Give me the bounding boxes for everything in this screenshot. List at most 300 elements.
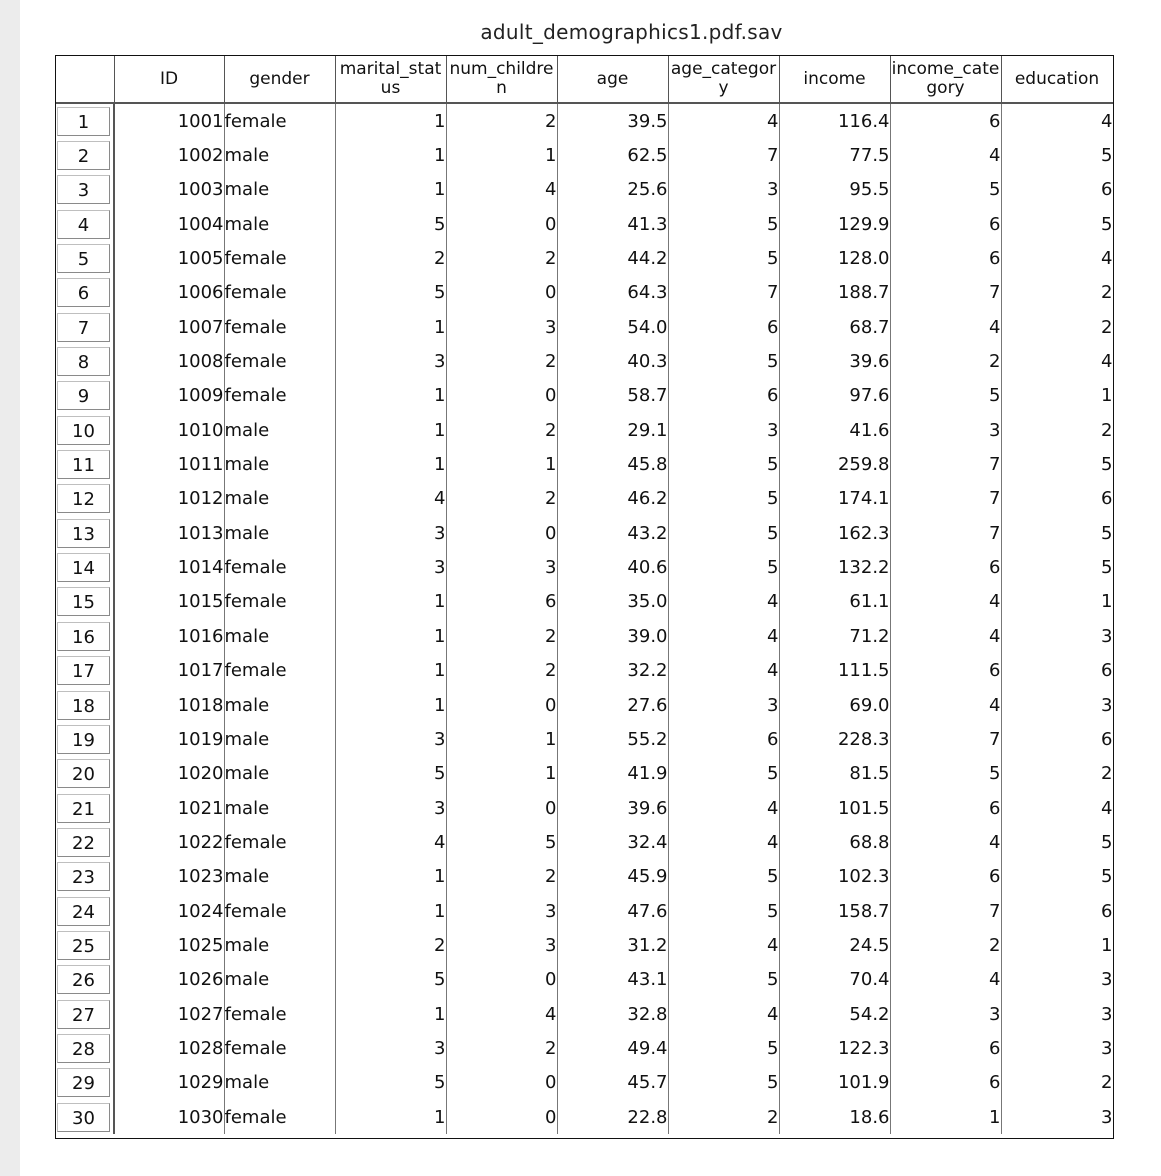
cell-income[interactable]: 188.7 (779, 276, 890, 310)
cell-age[interactable]: 47.6 (557, 894, 668, 928)
cell-num-children[interactable]: 0 (446, 516, 557, 550)
row-number-header[interactable] (56, 207, 114, 241)
row-number-header[interactable] (56, 722, 114, 756)
cell-gender[interactable]: female (224, 894, 335, 928)
cell-age-category[interactable]: 5 (668, 1066, 779, 1100)
cell-age[interactable]: 45.7 (557, 1066, 668, 1100)
cell-age[interactable]: 32.2 (557, 654, 668, 688)
cell-education[interactable]: 5 (1001, 860, 1113, 894)
row-number-header[interactable] (56, 482, 114, 516)
cell-education[interactable]: 3 (1001, 997, 1113, 1031)
cell-marital-status[interactable]: 2 (335, 241, 446, 275)
cell-gender[interactable]: male (224, 722, 335, 756)
cell-num-children[interactable]: 1 (446, 447, 557, 481)
cell-income-category[interactable]: 6 (890, 550, 1001, 584)
cell-age-category[interactable]: 6 (668, 379, 779, 413)
cell-income-category[interactable]: 7 (890, 482, 1001, 516)
row-number-header[interactable] (56, 894, 114, 928)
row-number-header[interactable] (56, 757, 114, 791)
row-number-header[interactable] (56, 825, 114, 859)
row-number-header[interactable] (56, 688, 114, 722)
cell-income-category[interactable]: 6 (890, 207, 1001, 241)
cell-income-category[interactable]: 7 (890, 722, 1001, 756)
cell-num-children[interactable]: 5 (446, 825, 557, 859)
cell-num-children[interactable]: 6 (446, 585, 557, 619)
cell-age-category[interactable]: 4 (668, 928, 779, 962)
cell-income[interactable]: 122.3 (779, 1031, 890, 1065)
cell-ID[interactable]: 1009 (114, 379, 224, 413)
cell-marital-status[interactable]: 3 (335, 516, 446, 550)
cell-age[interactable]: 29.1 (557, 413, 668, 447)
column-header-gender[interactable]: gender (224, 56, 335, 103)
cell-income-category[interactable]: 4 (890, 585, 1001, 619)
cell-marital-status[interactable]: 1 (335, 138, 446, 172)
cell-age[interactable]: 43.1 (557, 963, 668, 997)
cell-gender[interactable]: female (224, 344, 335, 378)
cell-income[interactable]: 228.3 (779, 722, 890, 756)
cell-income[interactable]: 68.7 (779, 310, 890, 344)
row-number-header[interactable] (56, 516, 114, 550)
cell-marital-status[interactable]: 2 (335, 928, 446, 962)
cell-gender[interactable]: male (224, 516, 335, 550)
cell-education[interactable]: 4 (1001, 103, 1113, 138)
cell-age-category[interactable]: 4 (668, 654, 779, 688)
cell-num-children[interactable]: 0 (446, 1100, 557, 1134)
cell-income-category[interactable]: 4 (890, 825, 1001, 859)
cell-num-children[interactable]: 2 (446, 344, 557, 378)
cell-education[interactable]: 5 (1001, 138, 1113, 172)
cell-age-category[interactable]: 5 (668, 860, 779, 894)
cell-age[interactable]: 32.8 (557, 997, 668, 1031)
cell-age-category[interactable]: 4 (668, 619, 779, 653)
cell-education[interactable]: 5 (1001, 516, 1113, 550)
cell-ID[interactable]: 1030 (114, 1100, 224, 1134)
cell-education[interactable]: 1 (1001, 585, 1113, 619)
column-header-ID[interactable]: ID (114, 56, 224, 103)
cell-gender[interactable]: female (224, 241, 335, 275)
cell-age[interactable]: 49.4 (557, 1031, 668, 1065)
cell-marital-status[interactable]: 4 (335, 482, 446, 516)
cell-age[interactable]: 39.5 (557, 103, 668, 138)
row-number-header[interactable] (56, 791, 114, 825)
cell-num-children[interactable]: 3 (446, 310, 557, 344)
cell-ID[interactable]: 1021 (114, 791, 224, 825)
cell-age-category[interactable]: 3 (668, 413, 779, 447)
cell-ID[interactable]: 1015 (114, 585, 224, 619)
cell-age-category[interactable]: 4 (668, 585, 779, 619)
cell-num-children[interactable]: 4 (446, 173, 557, 207)
cell-ID[interactable]: 1003 (114, 173, 224, 207)
cell-income[interactable]: 101.9 (779, 1066, 890, 1100)
cell-marital-status[interactable]: 1 (335, 894, 446, 928)
column-header-income[interactable]: income (779, 56, 890, 103)
column-header-education[interactable]: education (1001, 56, 1113, 103)
cell-education[interactable]: 3 (1001, 963, 1113, 997)
cell-age[interactable]: 39.6 (557, 791, 668, 825)
cell-gender[interactable]: male (224, 928, 335, 962)
cell-gender[interactable]: male (224, 482, 335, 516)
cell-ID[interactable]: 1013 (114, 516, 224, 550)
cell-ID[interactable]: 1006 (114, 276, 224, 310)
cell-education[interactable]: 4 (1001, 241, 1113, 275)
cell-gender[interactable]: male (224, 207, 335, 241)
cell-ID[interactable]: 1022 (114, 825, 224, 859)
cell-income[interactable]: 68.8 (779, 825, 890, 859)
cell-age-category[interactable]: 5 (668, 757, 779, 791)
cell-income-category[interactable]: 7 (890, 447, 1001, 481)
cell-num-children[interactable]: 2 (446, 619, 557, 653)
cell-gender[interactable]: male (224, 860, 335, 894)
cell-income-category[interactable]: 5 (890, 379, 1001, 413)
cell-age-category[interactable]: 4 (668, 825, 779, 859)
cell-income[interactable]: 111.5 (779, 654, 890, 688)
cell-num-children[interactable]: 0 (446, 379, 557, 413)
cell-marital-status[interactable]: 1 (335, 860, 446, 894)
cell-marital-status[interactable]: 1 (335, 413, 446, 447)
row-number-header[interactable] (56, 1066, 114, 1100)
cell-age-category[interactable]: 5 (668, 241, 779, 275)
row-number-header[interactable] (56, 241, 114, 275)
cell-marital-status[interactable]: 1 (335, 173, 446, 207)
cell-age-category[interactable]: 7 (668, 138, 779, 172)
cell-marital-status[interactable]: 1 (335, 619, 446, 653)
cell-marital-status[interactable]: 3 (335, 722, 446, 756)
cell-education[interactable]: 2 (1001, 1066, 1113, 1100)
cell-education[interactable]: 3 (1001, 1031, 1113, 1065)
cell-income[interactable]: 24.5 (779, 928, 890, 962)
cell-num-children[interactable]: 2 (446, 103, 557, 138)
cell-num-children[interactable]: 4 (446, 997, 557, 1031)
cell-ID[interactable]: 1004 (114, 207, 224, 241)
cell-ID[interactable]: 1023 (114, 860, 224, 894)
cell-marital-status[interactable]: 1 (335, 379, 446, 413)
cell-age[interactable]: 62.5 (557, 138, 668, 172)
cell-education[interactable]: 5 (1001, 447, 1113, 481)
cell-income[interactable]: 81.5 (779, 757, 890, 791)
cell-gender[interactable]: male (224, 963, 335, 997)
cell-age-category[interactable]: 5 (668, 550, 779, 584)
cell-age-category[interactable]: 6 (668, 310, 779, 344)
corner-cell[interactable] (56, 56, 114, 103)
cell-age-category[interactable]: 7 (668, 276, 779, 310)
row-number-header[interactable] (56, 1031, 114, 1065)
cell-age-category[interactable]: 5 (668, 1031, 779, 1065)
cell-marital-status[interactable]: 3 (335, 791, 446, 825)
cell-age[interactable]: 55.2 (557, 722, 668, 756)
cell-income-category[interactable]: 6 (890, 1031, 1001, 1065)
cell-ID[interactable]: 1001 (114, 103, 224, 138)
cell-age[interactable]: 32.4 (557, 825, 668, 859)
cell-gender[interactable]: male (224, 688, 335, 722)
cell-age-category[interactable]: 4 (668, 103, 779, 138)
cell-education[interactable]: 3 (1001, 1100, 1113, 1134)
cell-num-children[interactable]: 3 (446, 894, 557, 928)
cell-age[interactable]: 58.7 (557, 379, 668, 413)
cell-gender[interactable]: female (224, 310, 335, 344)
cell-ID[interactable]: 1002 (114, 138, 224, 172)
row-number-header[interactable] (56, 963, 114, 997)
cell-ID[interactable]: 1027 (114, 997, 224, 1031)
cell-income-category[interactable]: 1 (890, 1100, 1001, 1134)
row-number-header[interactable] (56, 928, 114, 962)
cell-gender[interactable]: male (224, 413, 335, 447)
cell-income[interactable]: 97.6 (779, 379, 890, 413)
cell-income[interactable]: 70.4 (779, 963, 890, 997)
cell-age[interactable]: 31.2 (557, 928, 668, 962)
cell-age[interactable]: 25.6 (557, 173, 668, 207)
cell-marital-status[interactable]: 1 (335, 1100, 446, 1134)
cell-num-children[interactable]: 0 (446, 276, 557, 310)
cell-gender[interactable]: female (224, 550, 335, 584)
cell-age-category[interactable]: 3 (668, 688, 779, 722)
cell-income-category[interactable]: 6 (890, 791, 1001, 825)
cell-income-category[interactable]: 7 (890, 894, 1001, 928)
cell-ID[interactable]: 1012 (114, 482, 224, 516)
cell-marital-status[interactable]: 1 (335, 447, 446, 481)
cell-education[interactable]: 2 (1001, 310, 1113, 344)
cell-income-category[interactable]: 7 (890, 516, 1001, 550)
cell-ID[interactable]: 1014 (114, 550, 224, 584)
cell-income[interactable]: 158.7 (779, 894, 890, 928)
cell-marital-status[interactable]: 5 (335, 276, 446, 310)
column-header-income-category[interactable]: income_cate gory (890, 56, 1001, 103)
cell-ID[interactable]: 1016 (114, 619, 224, 653)
cell-num-children[interactable]: 2 (446, 654, 557, 688)
cell-age[interactable]: 35.0 (557, 585, 668, 619)
column-header-age[interactable]: age (557, 56, 668, 103)
row-number-header[interactable] (56, 138, 114, 172)
cell-education[interactable]: 6 (1001, 482, 1113, 516)
cell-num-children[interactable]: 3 (446, 928, 557, 962)
cell-num-children[interactable]: 2 (446, 413, 557, 447)
cell-age[interactable]: 41.9 (557, 757, 668, 791)
cell-gender[interactable]: female (224, 1031, 335, 1065)
cell-age-category[interactable]: 3 (668, 173, 779, 207)
cell-marital-status[interactable]: 3 (335, 1031, 446, 1065)
cell-income-category[interactable]: 5 (890, 757, 1001, 791)
cell-ID[interactable]: 1007 (114, 310, 224, 344)
cell-income[interactable]: 132.2 (779, 550, 890, 584)
cell-income-category[interactable]: 6 (890, 103, 1001, 138)
cell-ID[interactable]: 1010 (114, 413, 224, 447)
cell-education[interactable]: 5 (1001, 825, 1113, 859)
row-number-header[interactable] (56, 997, 114, 1031)
row-number-header[interactable] (56, 276, 114, 310)
cell-ID[interactable]: 1011 (114, 447, 224, 481)
cell-gender[interactable]: male (224, 791, 335, 825)
cell-marital-status[interactable]: 1 (335, 997, 446, 1031)
cell-age-category[interactable]: 6 (668, 722, 779, 756)
cell-num-children[interactable]: 0 (446, 791, 557, 825)
cell-ID[interactable]: 1017 (114, 654, 224, 688)
cell-ID[interactable]: 1008 (114, 344, 224, 378)
cell-income[interactable]: 95.5 (779, 173, 890, 207)
cell-education[interactable]: 3 (1001, 688, 1113, 722)
cell-ID[interactable]: 1026 (114, 963, 224, 997)
cell-ID[interactable]: 1024 (114, 894, 224, 928)
cell-income[interactable]: 41.6 (779, 413, 890, 447)
cell-age[interactable]: 40.3 (557, 344, 668, 378)
cell-education[interactable]: 2 (1001, 413, 1113, 447)
cell-income-category[interactable]: 4 (890, 688, 1001, 722)
cell-income[interactable]: 102.3 (779, 860, 890, 894)
cell-income-category[interactable]: 2 (890, 928, 1001, 962)
row-number-header[interactable] (56, 860, 114, 894)
cell-gender[interactable]: female (224, 276, 335, 310)
cell-gender[interactable]: female (224, 825, 335, 859)
cell-ID[interactable]: 1020 (114, 757, 224, 791)
cell-income-category[interactable]: 2 (890, 344, 1001, 378)
cell-marital-status[interactable]: 5 (335, 963, 446, 997)
cell-gender[interactable]: female (224, 1100, 335, 1134)
row-number-header[interactable] (56, 103, 114, 138)
cell-age[interactable]: 27.6 (557, 688, 668, 722)
cell-age[interactable]: 44.2 (557, 241, 668, 275)
cell-age[interactable]: 54.0 (557, 310, 668, 344)
cell-marital-status[interactable]: 3 (335, 344, 446, 378)
cell-income[interactable]: 259.8 (779, 447, 890, 481)
cell-income-category[interactable]: 4 (890, 619, 1001, 653)
cell-education[interactable]: 4 (1001, 344, 1113, 378)
cell-num-children[interactable]: 0 (446, 207, 557, 241)
cell-education[interactable]: 2 (1001, 276, 1113, 310)
cell-income-category[interactable]: 3 (890, 413, 1001, 447)
cell-marital-status[interactable]: 5 (335, 207, 446, 241)
cell-education[interactable]: 2 (1001, 757, 1113, 791)
cell-ID[interactable]: 1005 (114, 241, 224, 275)
cell-income[interactable]: 69.0 (779, 688, 890, 722)
row-number-header[interactable] (56, 619, 114, 653)
cell-age[interactable]: 43.2 (557, 516, 668, 550)
cell-num-children[interactable]: 0 (446, 963, 557, 997)
cell-income-category[interactable]: 3 (890, 997, 1001, 1031)
cell-education[interactable]: 5 (1001, 550, 1113, 584)
cell-age[interactable]: 45.9 (557, 860, 668, 894)
cell-marital-status[interactable]: 1 (335, 688, 446, 722)
cell-num-children[interactable]: 0 (446, 688, 557, 722)
cell-income[interactable]: 39.6 (779, 344, 890, 378)
cell-num-children[interactable]: 1 (446, 138, 557, 172)
cell-num-children[interactable]: 1 (446, 757, 557, 791)
cell-age-category[interactable]: 5 (668, 894, 779, 928)
cell-age[interactable]: 39.0 (557, 619, 668, 653)
cell-ID[interactable]: 1028 (114, 1031, 224, 1065)
cell-income[interactable]: 18.6 (779, 1100, 890, 1134)
cell-education[interactable]: 5 (1001, 207, 1113, 241)
cell-gender[interactable]: male (224, 1066, 335, 1100)
cell-age-category[interactable]: 5 (668, 516, 779, 550)
row-number-header[interactable] (56, 447, 114, 481)
row-number-header[interactable] (56, 344, 114, 378)
cell-gender[interactable]: male (224, 447, 335, 481)
data-grid[interactable] (55, 55, 1114, 1139)
row-number-header[interactable] (56, 310, 114, 344)
cell-ID[interactable]: 1019 (114, 722, 224, 756)
row-number-header[interactable] (56, 379, 114, 413)
cell-marital-status[interactable]: 5 (335, 757, 446, 791)
cell-gender[interactable]: female (224, 997, 335, 1031)
cell-income[interactable]: 116.4 (779, 103, 890, 138)
column-header-age-category[interactable]: age_categor y (668, 56, 779, 103)
cell-marital-status[interactable]: 1 (335, 103, 446, 138)
cell-marital-status[interactable]: 1 (335, 654, 446, 688)
cell-income-category[interactable]: 4 (890, 310, 1001, 344)
row-number-header[interactable] (56, 413, 114, 447)
cell-income-category[interactable]: 4 (890, 138, 1001, 172)
cell-age-category[interactable]: 4 (668, 997, 779, 1031)
cell-age-category[interactable]: 4 (668, 791, 779, 825)
cell-num-children[interactable]: 2 (446, 860, 557, 894)
cell-gender[interactable]: male (224, 173, 335, 207)
cell-education[interactable]: 6 (1001, 722, 1113, 756)
cell-income-category[interactable]: 6 (890, 1066, 1001, 1100)
cell-income[interactable]: 61.1 (779, 585, 890, 619)
row-number-header[interactable] (56, 654, 114, 688)
cell-income-category[interactable]: 6 (890, 860, 1001, 894)
row-number-header[interactable] (56, 1100, 114, 1134)
cell-ID[interactable]: 1018 (114, 688, 224, 722)
cell-marital-status[interactable]: 1 (335, 310, 446, 344)
cell-income[interactable]: 162.3 (779, 516, 890, 550)
cell-education[interactable]: 1 (1001, 928, 1113, 962)
cell-income[interactable]: 77.5 (779, 138, 890, 172)
cell-gender[interactable]: male (224, 138, 335, 172)
cell-income-category[interactable]: 4 (890, 963, 1001, 997)
cell-education[interactable]: 6 (1001, 894, 1113, 928)
cell-age-category[interactable]: 5 (668, 482, 779, 516)
column-header-num-children[interactable]: num_childre n (446, 56, 557, 103)
cell-income[interactable]: 101.5 (779, 791, 890, 825)
cell-age-category[interactable]: 5 (668, 344, 779, 378)
cell-num-children[interactable]: 1 (446, 722, 557, 756)
cell-gender[interactable]: female (224, 379, 335, 413)
cell-education[interactable]: 1 (1001, 379, 1113, 413)
cell-income-category[interactable]: 6 (890, 654, 1001, 688)
cell-ID[interactable]: 1025 (114, 928, 224, 962)
cell-marital-status[interactable]: 4 (335, 825, 446, 859)
cell-income-category[interactable]: 5 (890, 173, 1001, 207)
cell-num-children[interactable]: 2 (446, 241, 557, 275)
cell-marital-status[interactable]: 3 (335, 550, 446, 584)
cell-education[interactable]: 3 (1001, 619, 1113, 653)
cell-age-category[interactable]: 5 (668, 963, 779, 997)
cell-age[interactable]: 41.3 (557, 207, 668, 241)
cell-age[interactable]: 46.2 (557, 482, 668, 516)
cell-num-children[interactable]: 0 (446, 1066, 557, 1100)
cell-age[interactable]: 22.8 (557, 1100, 668, 1134)
cell-income[interactable]: 174.1 (779, 482, 890, 516)
row-number-header[interactable] (56, 585, 114, 619)
cell-income[interactable]: 54.2 (779, 997, 890, 1031)
cell-age[interactable]: 45.8 (557, 447, 668, 481)
cell-marital-status[interactable]: 1 (335, 585, 446, 619)
cell-gender[interactable]: female (224, 654, 335, 688)
column-header-marital-status[interactable]: marital_stat us (335, 56, 446, 103)
cell-gender[interactable]: male (224, 757, 335, 791)
cell-num-children[interactable]: 2 (446, 482, 557, 516)
row-number-header[interactable] (56, 173, 114, 207)
cell-income[interactable]: 71.2 (779, 619, 890, 653)
cell-education[interactable]: 4 (1001, 791, 1113, 825)
cell-income-category[interactable]: 6 (890, 241, 1001, 275)
cell-income[interactable]: 129.9 (779, 207, 890, 241)
cell-gender[interactable]: female (224, 103, 335, 138)
cell-income[interactable]: 128.0 (779, 241, 890, 275)
cell-age[interactable]: 40.6 (557, 550, 668, 584)
cell-age-category[interactable]: 5 (668, 447, 779, 481)
cell-gender[interactable]: female (224, 585, 335, 619)
cell-gender[interactable]: male (224, 619, 335, 653)
